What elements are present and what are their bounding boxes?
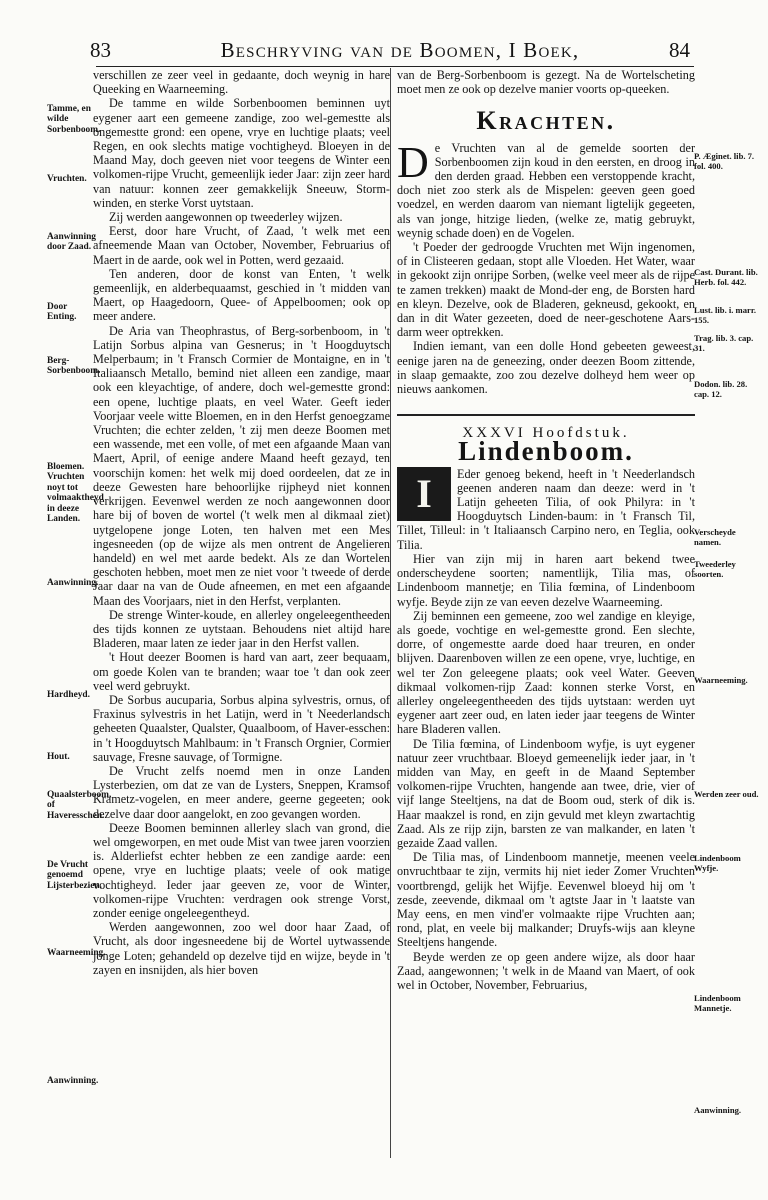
margin-note-right: Verscheyde namen. <box>694 527 736 547</box>
margin-note-left: Door Enting. <box>47 302 77 323</box>
margin-note-left: De Vrucht genoemd Lijsterbezien. <box>47 860 102 891</box>
paragraph: De Vrucht zelfs noemd men in onze Landen Lysterbezien, om dat ze van de Lysters, Sneppen, Kramsof Krametz-vogelen, en meer andere, geerne gegeeten; ook dezelve daar door aangelokt, en zoo gevangen worden. <box>93 763 390 821</box>
paragraph: De Aria van Theophrastus, of Berg-sorbenboom, in 't Latijn Sorbus alpina van Gesnerus; in 't Hoogduytsch Melperbaum; in 't Fransch Cormier de Montaigne, en in 't Italiaansch Metallo, bemind niet alleen een zandige, maar ook een kleyachtige, of andere, doch wel-gemestte grond: een opene, luchtige plaats, en veel Water. Geeft ieder Voorjaar veele witte Bloemen, en in den Herfst genoegzame Vruchten; die echter zelden, 't zij men deeze Boomen met een wassende, met een volle, of met een afgaande Maan van Maert, April, of eenige andere Maand heeft gezayd, ten voorschijn komen: het welk mij doed oordeelen, dat ze in deeze Gewesten hare behoorlijke rijpheyd niet konnen verkrijgen. Eevenwel werden ze noch aangewonnen door hare bij of boven de wortel ('t welk men al dikmaal ziet) uytgelopene jonge Loten, ten halven met een Mes ingesneeden (op de wijze als men ontrent de Angelieren handeld) en wel met aarde bedekt. Als ze dan Wortelen geschoten hebben, moet men ze niet voor 't tweede of derde Jaar daar na van de Oude afneemen, en met een afgaande Maan des Voorjaars, niet in den Herfst, verplanten. <box>93 323 390 608</box>
margin-note-right: Lust. lib. i. marr. 155. <box>694 305 756 325</box>
page-number-left: 83 <box>90 38 111 62</box>
paragraph: 't Hout deezer Boomen is hard van aart, zeer bequaam, om goede Kolen van te branden; waar toe 't dan ook zeer veel werd gebruykt. <box>93 650 390 693</box>
paragraph: Hier van zijn mij in haren aart bekend twee onderscheydene soorten; namentlijk, Tilia mas, of Lindenboom mannetje; en Tilia fœmina, of Lindenboom wyfje. Beyde zijn ze van eeven dezelve Waarneeming. <box>397 551 695 609</box>
margin-note-right: Waarneeming. <box>694 675 748 685</box>
paragraph: verschillen ze zeer veel in gedaante, doch weynig in hare Queeking en Waarneeming. <box>93 68 390 97</box>
margin-note-left: Aanwinning door Zaad. <box>47 232 96 253</box>
paragraph-text: Eder genoeg bekend, heeft in 't Neederlandsch geenen anderen naam dan deeze: werd in 't Latijn geheeten Tilia, of ook Philyra: in 't Hoogduytsch Linden-baum: in 't Fransch Til, Tillet, Tilleul: in 't Italiaansch Carpino nero, en Teglia, ook Tilia. <box>397 466 695 552</box>
paragraph: De Sorbus aucuparia, Sorbus alpina sylvestris, ornus, of Fraxinus sylvestris in het Latijn, werd in 't Neederlandsch geheeten Quaalster, Qualster, Quaalboom, of Haver-esschen: in 't Hoogduytsch Mahlbaum: in 't Fransch Orgnier, Cormier sauvage, Fresne sauvage, of Tormigne. <box>93 692 390 764</box>
margin-note-right: P. Æginet. lib. 7. fol. 400. <box>694 151 755 171</box>
page-number-right: 84 <box>669 38 690 62</box>
margin-note-right: Tweederley soorten. <box>694 559 736 579</box>
margin-note-left: Aanwinning. <box>47 1076 99 1086</box>
chapter-title: Lindenboom. <box>458 436 634 467</box>
margin-note-left: Berg-Sorbenboom. <box>47 356 101 377</box>
margin-note-right: Werden zeer oud. <box>694 789 759 799</box>
margin-note-left: Waarneeming. <box>47 948 106 958</box>
margin-note-left: Quaalsterboom, of Haveresschen. <box>47 790 112 821</box>
paragraph: van de Berg-Sorbenboom is gezegt. Na de Wortelscheting moet men ze ook op dezelve manier voorts op-queeken. <box>397 68 695 97</box>
margin-note-right: Lindenboom Mannetje. <box>694 993 741 1013</box>
paragraph: Beyde werden ze op geen andere wijze, als door haar Zaad, aangewonnen; 't welk in de Maand van Maert, of ook wel in October, November, Februarius, <box>397 949 695 992</box>
drop-initial: D <box>397 137 429 187</box>
paragraph: De Tilia mas, of Lindenboom mannetje, meenen veele onvruchtbaar te zijn, vermits hij niet ieder Zomer Vruchten voortbrengd, gelijk het Wijfje. Eevenwel bloeyd hij om 't zesde, zeevende, dikmaal om 't agtste Jaar in 't laatste van May eens, en men vind'er volmaakte rijpe Vruchten aan; rond, plat, en veele bij malkander; Druyfs-wijs aan kleyne Steeltjens hangende. <box>397 850 695 950</box>
paragraph: Zij beminnen een gemeene, zoo wel zandige en kleyige, als goede, vochtige en wel-gemestte grond. Een slechte, dorre, of ongemestte aarde doed haar treuren, en onder blijven. Daarenboven willen ze een opene, vrye, luchtige, en wel ter Zon geleegene plaats; ook veel Water. Geeven dikmaal volkomen-rijp Zaad: konnen sterke Vorst, en allerley ongeleegentheeden des tijds uytstaan: werden uyt eygener aart zeer oud, en laten ieder jaar teegens de Winter hare Bladeren vallen. <box>397 608 695 737</box>
paragraph: Indien iemant, van een dolle Hond gebeeten geweest, eenige jaren na de geneezing, onder deezen Boom zittende, in slaap gemaakte, zoo zou dezelve dolheyd hem weer op nieuws aankomen. <box>397 339 695 397</box>
chapter-rule <box>397 414 695 416</box>
paragraph: De tamme en wilde Sorbenboomen beminnen uyt eygener aart een gemeene zandige, zoo wel-gemestte als ongemestte grond: een opene, vrye en luchtige plaats; veel Regen, en ook slechts matige vochtigheyd. Bloeyen in de Maand May, doch geeven niet voor teegens de Winter een volkomen-rijpe Vrucht, gemeenlijk ieder Jaar: zijn zeer hard van natuur: konnen zeer gemakkelijk Sneeuw, Storm-winden, en sterke Vorst uytstaan. <box>93 96 390 210</box>
paragraph: 't Poeder der gedroogde Vruchten met Wijn ingenomen, of in Clisteeren gedaan, stopt alle Vloeden. Het Water, waar in gekookt zijn onrijpe Sorben, (welke veel meer als de rijpe te zamen trekken) maakt de Mond-der eng, de Borsten hard en kleyn. Dezelve, ook de Bladeren, gekneusd, gekookt, en dan in dit Water gezeeten, doed de neer-geschotene Aars-darm weer optrekken. <box>397 240 695 340</box>
margin-note-right: Aanwinning. <box>694 1105 742 1115</box>
left-column <box>93 68 390 977</box>
paragraph: Werden aangewonnen, zoo wel door haar Zaad, of Vrucht, als door ingesneedene bij de Wortel uytwassende jonge Loten; gehandeld op dezelve tijd en wijze, beyde in 't zayen en insnijden, als hier boven <box>93 920 390 977</box>
margin-note-right: Trag. lib. 3. cap. 31. <box>694 333 754 353</box>
paragraph: Ten anderen, door de konst van Enten, 't welk gemeenlijk, en alderbequaamst, geschied in 't midden van Maert, op Haagedoorn, Quee- of Appelboomen; ook op meer andere. <box>93 266 390 324</box>
paragraph: De Tilia fœmina, of Lindenboom wyfje, is uyt eygener natuur zeer vruchtbaar. Bloeyd gemeenelijk ieder jaar, in 't midden van May, en geeft in de Maand September volkomen-rijpe Vruchten, hangende aan twee, drie, vier of vijf lange Steeltjens, na dat de Boom oud, sterk of dik is. Haar maakzel is rond, en zijn gevuld met kleyn zwartachtig Zaad. Als ze rijp zijn, barsten ze van malkander, en laten 't gezaide Zaad vallen. <box>397 736 695 850</box>
margin-note-left: Vruchten. <box>47 174 87 184</box>
ornamental-initial: I <box>397 467 451 521</box>
paragraph-text: e Vruchten van al de gemelde soorten der Sorbenboomen zijn koud in den eersten, en droog in den derden graad. Hebben een verstoppende kracht, doch niet zoo sterk als de Mispelen: geeven geen goed voedzel, en werden daarom van niemant ligtelijk gegeeten, als van jonge, hitzige lieden, (welke ze, matig gebruykt, weynig schade doen) en de Vogelen. <box>397 140 695 240</box>
paragraph: Deeze Boomen beminnen allerley slach van grond, die wel omgeworpen, en met oude Mist van twee jaren voorzien is. Alderliefst echter hebben ze een zandige aarde: een opene, vrye en luchtige plaats; veele of ook matige vochtigheyd. Ieder jaar geeven ze, voor de Winter, volkomen-rijpe Vruchten: verdragen ook strenge Vorst, zonder eenige ongeleegentheyd. <box>93 820 390 920</box>
margin-note-left: Hardheyd. <box>47 690 90 700</box>
margin-note-left: Bloemen. Vruchten noyt tot volmaaktheyd in deeze Landen. <box>47 462 104 525</box>
running-head <box>90 38 690 66</box>
paragraph: Eerst, door hare Vrucht, of Zaad, 't welk met een afneemende Maan van October, November, Februarius of Maert in de aarde, ook wel in Potten, werd gezaaid. <box>93 224 390 267</box>
paragraph: De strenge Winter-koude, en allerley ongeleegentheeden des tijds konnen ze uytstaan. Behoudens niet altijd hare Bladeren, maar laten ze ieder jaar in den Herfst vallen. <box>93 607 390 651</box>
margin-note-right: Cast. Durant. lib. Herb. fol. 442. <box>694 267 758 287</box>
header-rule <box>96 66 694 67</box>
column-divider <box>390 68 391 1158</box>
paragraph <box>397 137 695 240</box>
margin-note-right: Lindenboom Wyfje. <box>694 853 741 873</box>
paragraph <box>397 467 695 552</box>
running-title: Beschryving van de Boomen, I Boek, <box>220 38 580 62</box>
section-title: Krachten. <box>476 106 616 136</box>
paragraph: Zij werden aangewonnen op tweederley wijzen. <box>109 210 343 225</box>
right-column <box>397 68 695 992</box>
margin-note-right: Dodon. lib. 28. cap. 12. <box>694 379 748 399</box>
chapter-heading: XXXVI Hoofdstuk. <box>462 425 630 442</box>
margin-note-left: Tamme, en wilde Sorbenboom. <box>47 104 101 135</box>
margin-note-left: Aanwinning. <box>47 578 99 588</box>
margin-note-left: Hout. <box>47 752 70 762</box>
